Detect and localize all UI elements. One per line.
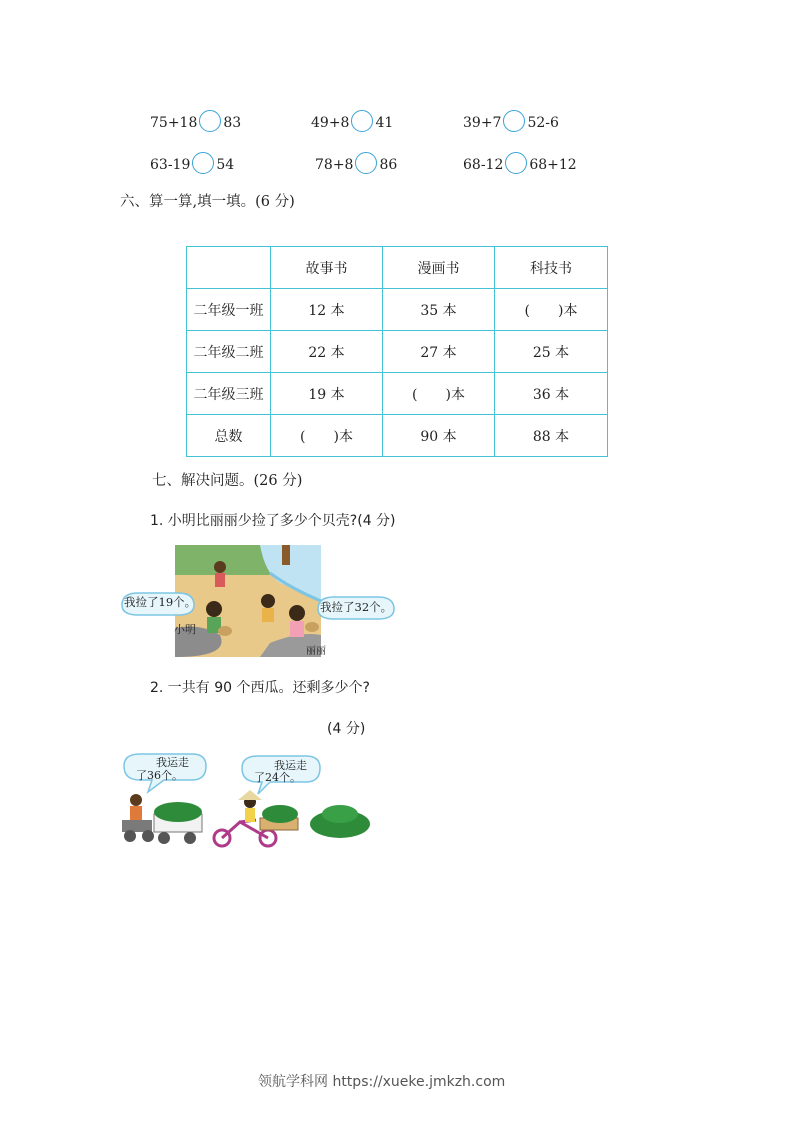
speech-bubble-left: 我捡了19个。 [124,595,197,609]
table-corner-cell [187,247,271,289]
speech-bubble-left-line2: 了36个。 [136,769,183,782]
speech-bubble-right-line2: 了24个。 [254,771,301,784]
speech-bubble-right-line1: 我运走 [274,759,307,772]
table-cell: 35 本 [383,289,495,331]
table-cell: 19 本 [271,373,383,415]
table-row [187,415,608,457]
section-7-title: 七、解决问题。(26 分) [152,473,303,489]
compare-item: 78+8 86 [315,152,397,175]
speech-bubble-left-line1: 我运走 [156,756,189,769]
blank-cell[interactable]: ( )本 [271,415,383,457]
table-cell: 22 本 [271,331,383,373]
compare-item: 63-19 54 [150,152,234,175]
beach-illustration [120,543,400,661]
question-2-score: (4 分) [327,721,366,737]
table-cell: 36 本 [495,373,608,415]
books-table [186,246,608,457]
label-xiaoming: 小明 [174,623,196,636]
compare-row-1 [150,108,630,132]
blank-cell[interactable]: ( )本 [383,373,495,415]
compare-row-2 [150,150,630,174]
answer-circle[interactable] [199,110,221,132]
answer-circle[interactable] [505,152,527,174]
answer-circle[interactable] [192,152,214,174]
table-cell: 12 本 [271,289,383,331]
table-header-row [187,247,608,289]
compare-item: 75+18 83 [150,110,241,133]
table-cell: 27 本 [383,331,495,373]
table-header-cell: 科技书 [495,247,608,289]
table-row [187,289,608,331]
watermelon-illustration [118,748,380,854]
table-row [187,373,608,415]
compare-item: 68-12 68+12 [463,152,577,175]
answer-circle[interactable] [351,110,373,132]
table-header-cell: 故事书 [271,247,383,289]
row-header-cell: 二年级三班 [187,373,271,415]
label-lili: 丽丽 [306,646,326,657]
answer-circle[interactable] [355,152,377,174]
compare-item: 49+8 41 [311,110,393,133]
row-header-cell: 二年级一班 [187,289,271,331]
table-cell: 90 本 [383,415,495,457]
row-header-cell: 总数 [187,415,271,457]
answer-circle[interactable] [503,110,525,132]
compare-item: 39+7 52-6 [463,110,559,133]
table-row [187,331,608,373]
table-cell: 25 本 [495,331,608,373]
question-2-text: 2. 一共有 90 个西瓜。还剩多少个? [150,680,370,696]
row-header-cell: 二年级二班 [187,331,271,373]
page-footer: 领航学科网 https://xueke.jmkzh.com [258,1074,506,1090]
question-1-text: 1. 小明比丽丽少捡了多少个贝壳?(4 分) [150,513,396,529]
speech-bubble-right: 我捡了32个。 [320,600,393,614]
section-6-title: 六、算一算,填一填。(6 分) [120,194,295,210]
blank-cell[interactable]: ( )本 [495,289,608,331]
table-header-cell: 漫画书 [383,247,495,289]
table-cell: 88 本 [495,415,608,457]
